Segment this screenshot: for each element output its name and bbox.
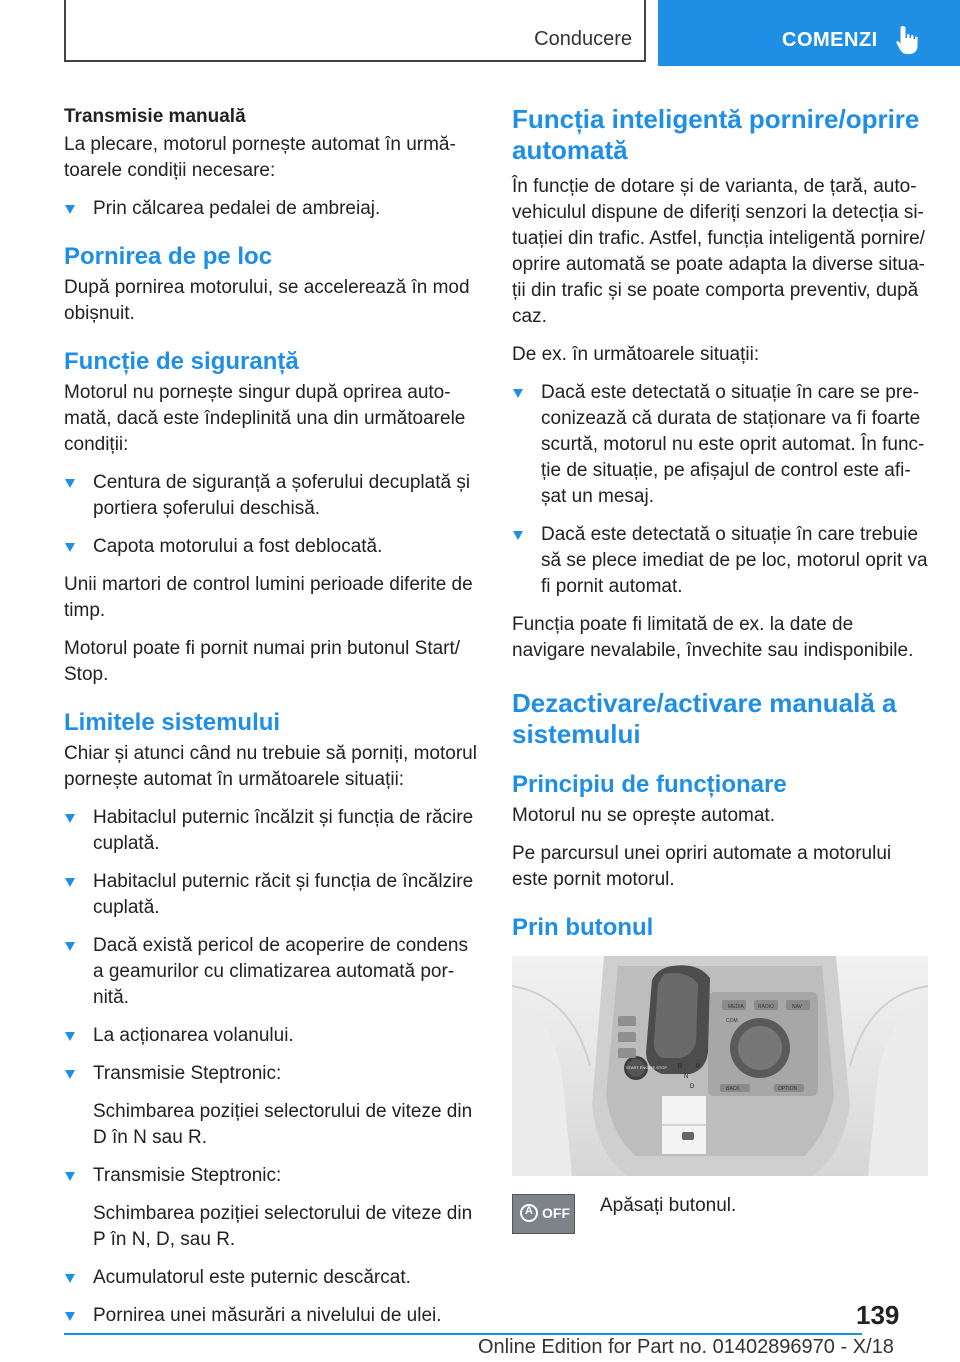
bullet-triangle-icon (65, 942, 75, 951)
bullet-triangle-icon (65, 1172, 75, 1181)
safety-text: Motorul nu pornește singur după oprirea auto-mată, dacă este îndeplinită una din următoarele condiții: (64, 382, 466, 455)
console-label: OPTION (778, 1086, 798, 1092)
auto-start-stop-off-button[interactable]: A OFF (512, 1194, 575, 1234)
console-label: RADIO (758, 1004, 774, 1010)
bullet-triangle-icon (65, 814, 75, 823)
principle-heading: Principiu de funcționare (512, 771, 787, 798)
limits-heading: Limitele sistemului (64, 709, 281, 736)
start-text: După pornirea motorului, se accelerează în mod obișnuit. (64, 277, 470, 324)
manual-transmission-heading: Transmisie manuală (64, 106, 246, 127)
console-label: MEDIA (728, 1004, 744, 1010)
bullet-triangle-icon (65, 205, 75, 214)
chapter-tab[interactable] (658, 0, 960, 66)
manual-transmission-list (64, 196, 480, 222)
safety-heading: Funcție de siguranță (64, 348, 299, 375)
list-item: Pornirea unei măsurări a nivelului de ulei. (64, 1303, 480, 1329)
bullet-triangle-icon (65, 878, 75, 887)
gear-letter: P (696, 1064, 701, 1070)
console-label: BACK (726, 1086, 740, 1092)
section-tab[interactable] (64, 0, 646, 62)
list-item: Prin călcarea pedalei de ambreiaj. (64, 196, 480, 222)
bullet-triangle-icon (65, 543, 75, 552)
bullet-triangle-icon (65, 1274, 75, 1283)
list-item: Transmisie Steptronic: Schimbarea poziției selectorului de viteze din P în N, D, sau R. (64, 1163, 480, 1253)
footer-divider (64, 1333, 862, 1335)
principle-text: Motorul nu se oprește automat. (512, 805, 775, 826)
console-label: START ENGINE STOP (626, 1065, 668, 1070)
gear-letter: R (678, 1064, 683, 1070)
bullet-triangle-icon (65, 479, 75, 488)
console-label: COM (726, 1018, 738, 1024)
bullet-triangle-icon (65, 1070, 75, 1079)
manual-deactivation-heading: Dezactivare/activare manuală a sistemului (512, 688, 897, 749)
list-item: Capota motorului a fost deblocată. (64, 534, 480, 560)
list-item: Centura de siguranță a șoferului decuplată și portiera șoferului deschisă. (64, 470, 480, 522)
bullet-triangle-icon (65, 1312, 75, 1321)
bullet-triangle-icon (513, 531, 523, 540)
list-item: Acumulatorul este puternic descărcat. (64, 1265, 480, 1291)
list-item: Dacă există pericol de acoperire de condens a geamurilor cu climatizarea automată por-nită. (64, 933, 480, 1011)
list-item: Dacă este detectată o situație în care se pre-conizează că durata de staționare va fi foarte scurtă, motorul nu este oprit automat. În func-ție de situație, pe afișajul de control este afi-șat un mesaj. (512, 380, 928, 510)
smart-start-stop-heading: Funcția inteligentă pornire/oprire automată (512, 104, 920, 165)
smart-list (512, 380, 928, 600)
principle-text: Pe parcursul unei opriri automate a motorului este pornit motorul. (512, 843, 892, 890)
example-text: De ex. în următoarele situații: (512, 344, 760, 365)
limits-text: Chiar și atunci când nu trebuie să porniți, motorul pornește automat în următoarele situații: (64, 743, 477, 790)
gear-letter: D (690, 1084, 695, 1090)
list-item: Habitaclul puternic răcit și funcția de încălzire cuplată. (64, 869, 480, 921)
center-console-photo (512, 956, 928, 1176)
smart-note: Funcția poate fi limitată de ex. la date de navigare nevalabile, învechite sau indisponibile. (512, 614, 914, 661)
safety-note: Unii martori de control lumini perioade diferite de timp. (64, 574, 473, 621)
smart-start-stop-text: În funcție de dotare și de varianta, de țară, auto-vehiculul dispune de diferiți senzori la detecția si-tuației din trafic. Astfel, funcția inteligentă pornire/ oprire automată se poate adapta la diverse situa-ții din trafic și se poate comporta preventiv, după caz. (512, 176, 925, 327)
edition-text: Online Edition for Part no. 01402896970 - X/18 (478, 1336, 894, 1358)
right-column (512, 104, 928, 1234)
console-label: NAV (792, 1004, 802, 1010)
start-heading: Pornirea de pe loc (64, 243, 273, 270)
safety-note: Motorul poate fi pornit numai prin butonul Start/ Stop. (64, 638, 461, 685)
list-item: Dacă este detectată o situație în care trebuie să se plece imediat de pe loc, motorul oprit va fi pornit automat. (512, 522, 928, 600)
safety-list (64, 470, 480, 560)
page-header (0, 0, 960, 66)
hand-pointer-icon (894, 24, 924, 56)
press-button-row (512, 1194, 928, 1234)
limits-list (64, 805, 480, 1329)
section-label: Conducere (534, 28, 632, 50)
gear-letter: N (684, 1074, 689, 1080)
list-item: Transmisie Steptronic: Schimbarea poziției selectorului de viteze din D în N sau R. (64, 1061, 480, 1151)
chapter-label: COMENZI (782, 29, 878, 51)
press-button-text: Apăsați butonul. (600, 1195, 737, 1216)
bullet-triangle-icon (513, 389, 523, 398)
button-heading: Prin butonul (512, 914, 654, 941)
page-number: 139 (856, 1300, 900, 1330)
manual-transmission-text: La plecare, motorul pornește automat în urmă-toarele condiții necesare: (64, 134, 456, 181)
left-column (64, 104, 480, 1341)
list-item: Habitaclul puternic încălzit și funcția de răcire cuplată. (64, 805, 480, 857)
center-console-illustration (512, 956, 928, 1176)
list-item: La acționarea volanului. (64, 1023, 480, 1049)
bullet-triangle-icon (65, 1032, 75, 1041)
